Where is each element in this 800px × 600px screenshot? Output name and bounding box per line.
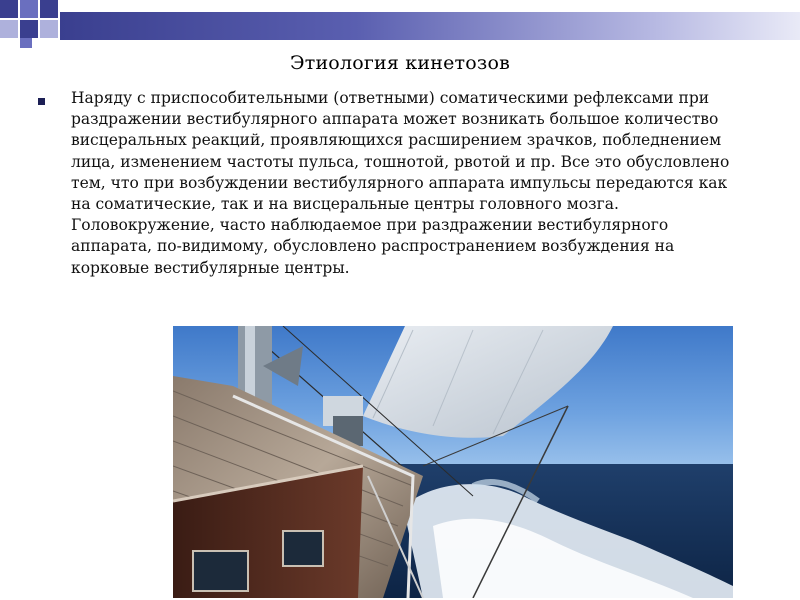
decor-square [0,20,18,38]
header-gradient-band [60,12,800,40]
bullet-square-icon [38,98,45,105]
bullet-paragraph: Наряду с приспособительными (ответными) соматическими рефлексами при раздражении вестибулярного аппарата может возникать большое количество висцеральных реакций, проявляющихся расширением зрачков, побледнением лица, изменением частоты пульса, тошнотой, рвотой и пр. Все это обусловлено тем, что при возбуждении вестибулярного аппарата импульсы передаются как на соматические, так и на висцеральные центры головного мозга. Головокружение, часто наблюдаемое при раздражении вестибулярного аппарата, по-видимому, обусловлено распространением возбуждения на корковые вестибулярные центры. [71,89,730,277]
decor-square [20,20,38,38]
decor-square [0,0,18,18]
decor-square [40,0,58,18]
sailboat-photo [173,326,733,598]
decor-square [20,38,32,48]
decor-square [40,20,58,38]
slide-title: Этиология кинетозов [290,52,510,74]
decor-square [20,0,38,18]
